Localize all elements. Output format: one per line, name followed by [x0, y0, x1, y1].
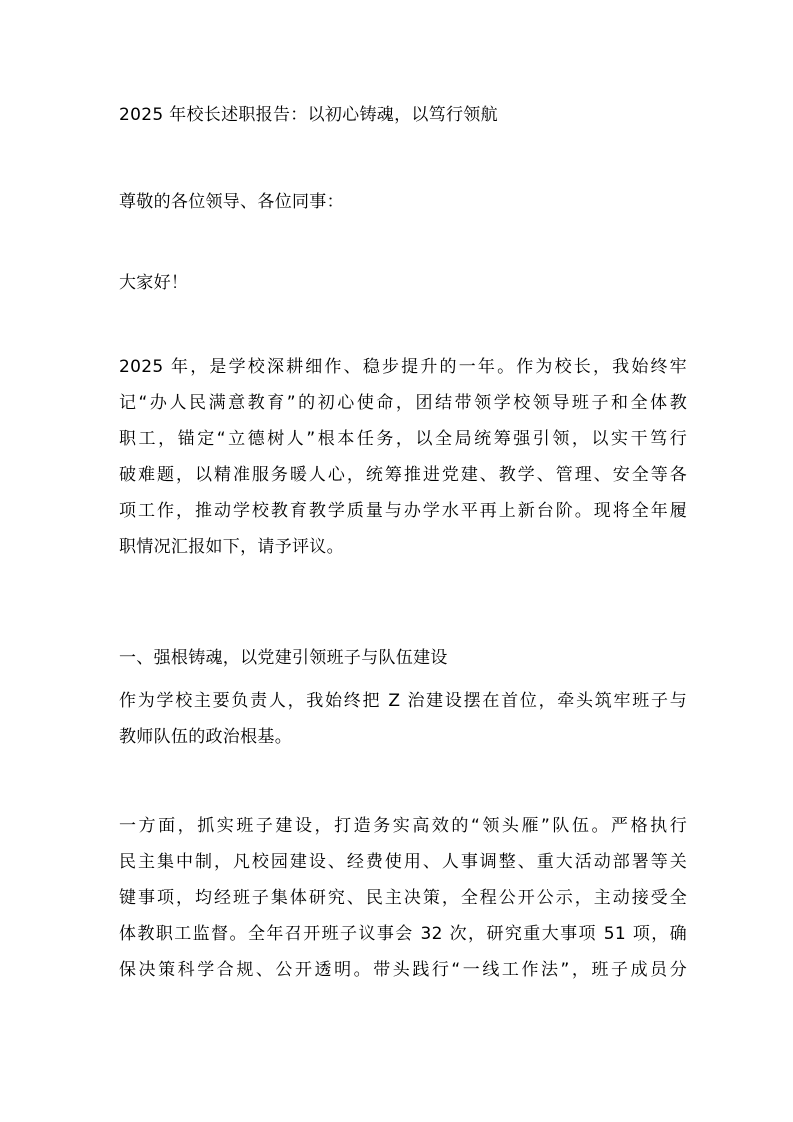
intro-paragraph: [119, 349, 687, 565]
paragraph-line: 破难题，以精准服务暖人心，统筹推进党建、教学、管理、安全等各: [119, 465, 687, 485]
greeting-text: 大家好！: [119, 273, 189, 293]
paragraph-line: 职工，锚定“立德树人”根本任务，以全局统筹强引领，以实干笃行: [119, 429, 687, 449]
title-text: 2025 年校长述职报告：以初心铸魂，以笃行领航: [119, 105, 498, 125]
paragraph-line: 作为学校主要负责人，我始终把 Z 治建设摆在首位，牵头筑牢班子与: [119, 691, 687, 711]
section1-paragraph-2: [119, 808, 687, 988]
greeting: [119, 273, 687, 293]
salutation-text: 尊敬的各位领导、各位同事：: [119, 192, 344, 212]
salutation: [119, 192, 687, 212]
document-title: [119, 105, 687, 125]
paragraph-line: 职情况汇报如下，请予评议。: [119, 537, 344, 557]
paragraph-line: 键事项，均经班子集体研究、民主决策，全程公开公示，主动接受全: [119, 888, 687, 908]
paragraph-line: 记“办人民满意教育”的初心使命，团结带领学校领导班子和全体教: [119, 393, 687, 413]
paragraph-line: 2025 年，是学校深耕细作、稳步提升的一年。作为校长，我始终牢: [119, 357, 687, 377]
section-heading-text: 一、强根铸魂，以党建引领班子与队伍建设: [119, 648, 448, 668]
paragraph-line: 民主集中制，凡校园建设、经费使用、人事调整、重大活动部署等关: [119, 852, 687, 872]
section-heading: [119, 648, 687, 668]
paragraph-line: 教师队伍的政治根基。: [119, 727, 292, 747]
section1-paragraph: [119, 683, 687, 755]
paragraph-line: 保决策科学合规、公开透明。带头践行“一线工作法”，班子成员分: [119, 960, 687, 980]
paragraph-line: 一方面，抓实班子建设，打造务实高效的“领头雁”队伍。严格执行: [119, 816, 687, 836]
paragraph-line: 体教职工监督。全年召开班子议事会 32 次，研究重大事项 51 项，确: [119, 924, 687, 944]
paragraph-line: 项工作，推动学校教育教学质量与办学水平再上新台阶。现将全年履: [119, 501, 687, 521]
